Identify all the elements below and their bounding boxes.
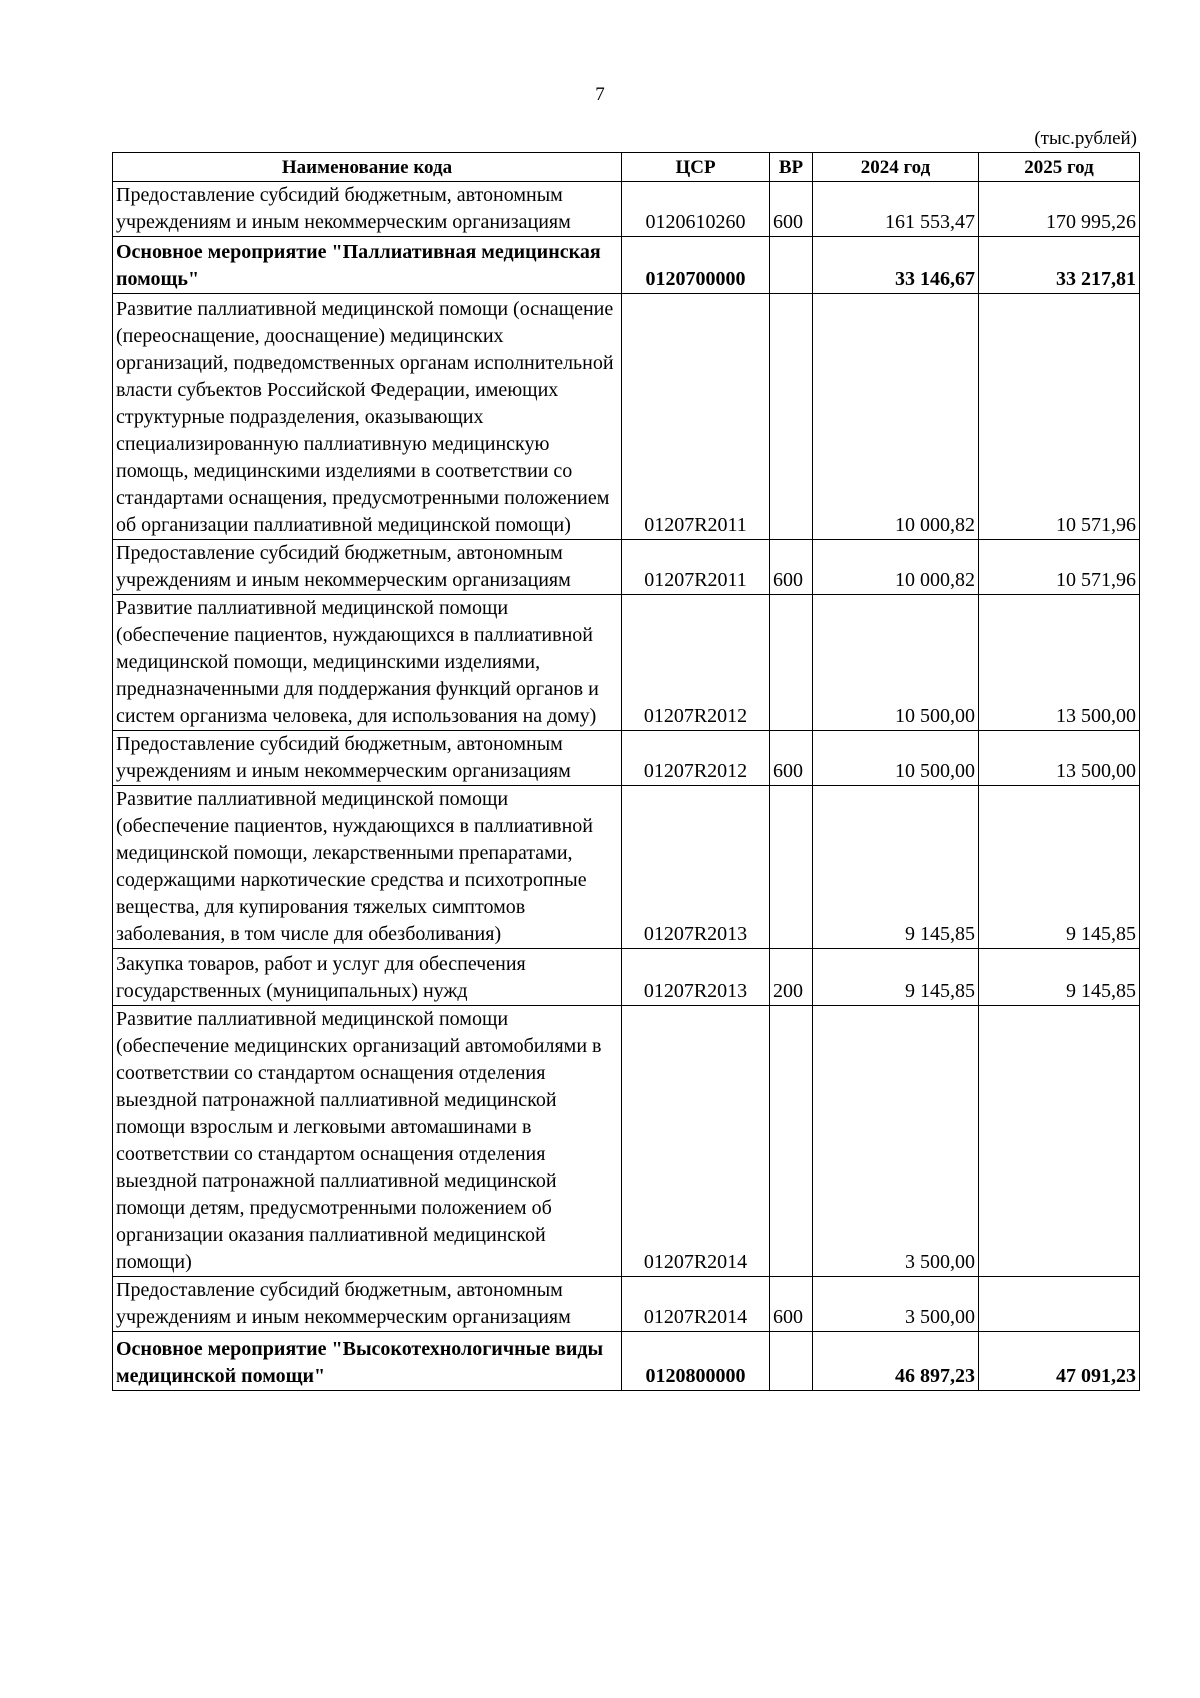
cell-vr: 600 <box>770 1277 813 1332</box>
cell-vr: 600 <box>770 540 813 595</box>
cell-name: Развитие паллиативной медицинской помощи (обеспечение пациентов, нуждающихся в паллиативной медицинской помощи, лекарственными препаратами, содержащими наркотические средства и психотропные вещества, для купирования тяжелых симптомов заболевания, в том числе для обезболивания) <box>113 786 622 949</box>
cell-csr: 01207R2014 <box>622 1006 770 1277</box>
cell-2024: 10 500,00 <box>813 595 979 731</box>
cell-csr: 01207R2011 <box>622 294 770 540</box>
cell-csr: 01207R2012 <box>622 731 770 786</box>
cell-csr: 01207R2014 <box>622 1277 770 1332</box>
header-name: Наименование кода <box>113 153 622 182</box>
cell-vr: 200 <box>770 949 813 1006</box>
cell-2025: 33 217,81 <box>979 237 1140 294</box>
header-2025: 2025 год <box>979 153 1140 182</box>
cell-csr: 0120610260 <box>622 182 770 237</box>
cell-2025: 10 571,96 <box>979 540 1140 595</box>
cell-vr <box>770 595 813 731</box>
cell-vr: 600 <box>770 731 813 786</box>
cell-vr: 600 <box>770 182 813 237</box>
units-label: (тыс.рублей) <box>1034 128 1137 149</box>
cell-2025: 13 500,00 <box>979 731 1140 786</box>
table-row <box>113 182 1140 237</box>
cell-vr <box>770 786 813 949</box>
cell-name: Развитие паллиативной медицинской помощи (обеспечение пациентов, нуждающихся в паллиативной медицинской помощи, медицинскими изделиями, предназначенными для поддержания функций органов и систем организма человека, для использования на дому) <box>113 595 622 731</box>
cell-2025: 47 091,23 <box>979 1332 1140 1391</box>
table-row <box>113 1277 1140 1332</box>
cell-name: Предоставление субсидий бюджетным, автономным учреждениям и иным некоммерческим организациям <box>113 540 622 595</box>
header-vr: ВР <box>770 153 813 182</box>
cell-name: Закупка товаров, работ и услуг для обеспечения государственных (муниципальных) нужд <box>113 949 622 1006</box>
table-row <box>113 731 1140 786</box>
cell-vr <box>770 1006 813 1277</box>
cell-2024: 10 500,00 <box>813 731 979 786</box>
cell-name: Развитие паллиативной медицинской помощи (оснащение (переоснащение, дооснащение) медицинских организаций, подведомственных органам исполнительной власти субъектов Российской Федерации, имеющих структурные подразделения, оказывающих специализированную паллиативную медицинскую помощь, медицинскими изделиями в соответствии со стандартами оснащения, предусмотренными положением об организации паллиативной медицинской помощи) <box>113 294 622 540</box>
table-row <box>113 540 1140 595</box>
cell-2025: 170 995,26 <box>979 182 1140 237</box>
cell-2024: 9 145,85 <box>813 786 979 949</box>
table-row <box>113 237 1140 294</box>
table-row <box>113 294 1140 540</box>
cell-csr: 0120700000 <box>622 237 770 294</box>
header-csr: ЦСР <box>622 153 770 182</box>
page-number: 7 <box>595 84 605 105</box>
cell-2025 <box>979 1006 1140 1277</box>
cell-csr: 01207R2012 <box>622 595 770 731</box>
cell-vr <box>770 294 813 540</box>
cell-csr: 01207R2013 <box>622 786 770 949</box>
cell-2025: 9 145,85 <box>979 949 1140 1006</box>
table-row <box>113 949 1140 1006</box>
cell-csr: 0120800000 <box>622 1332 770 1391</box>
table-header-row <box>113 153 1140 182</box>
header-2024: 2024 год <box>813 153 979 182</box>
cell-vr <box>770 1332 813 1391</box>
table-row <box>113 1332 1140 1391</box>
cell-name: Предоставление субсидий бюджетным, автономным учреждениям и иным некоммерческим организациям <box>113 1277 622 1332</box>
cell-name: Предоставление субсидий бюджетным, автономным учреждениям и иным некоммерческим организациям <box>113 182 622 237</box>
table-row <box>113 1006 1140 1277</box>
cell-2025: 13 500,00 <box>979 595 1140 731</box>
cell-name: Основное мероприятие "Паллиативная медицинская помощь" <box>113 237 622 294</box>
cell-2025: 10 571,96 <box>979 294 1140 540</box>
cell-2024: 9 145,85 <box>813 949 979 1006</box>
cell-2024: 33 146,67 <box>813 237 979 294</box>
budget-table <box>112 152 1140 1391</box>
cell-2025 <box>979 1277 1140 1332</box>
table-row <box>113 786 1140 949</box>
cell-vr <box>770 237 813 294</box>
cell-csr: 01207R2011 <box>622 540 770 595</box>
cell-2024: 10 000,82 <box>813 540 979 595</box>
cell-2024: 3 500,00 <box>813 1006 979 1277</box>
table-row <box>113 595 1140 731</box>
cell-2025: 9 145,85 <box>979 786 1140 949</box>
cell-2024: 10 000,82 <box>813 294 979 540</box>
cell-name: Основное мероприятие "Высокотехнологичные виды медицинской помощи" <box>113 1332 622 1391</box>
cell-name: Предоставление субсидий бюджетным, автономным учреждениям и иным некоммерческим организациям <box>113 731 622 786</box>
cell-2024: 161 553,47 <box>813 182 979 237</box>
cell-name: Развитие паллиативной медицинской помощи (обеспечение медицинских организаций автомобилями в соответствии со стандартом оснащения отделения выездной патронажной паллиативной медицинской помощи взрослым и легковыми автомашинами в соответствии со стандартом оснащения отделения выездной патронажной паллиативной медицинской помощи детям, предусмотренными положением об организации оказания паллиативной медицинской помощи) <box>113 1006 622 1277</box>
cell-2024: 46 897,23 <box>813 1332 979 1391</box>
cell-csr: 01207R2013 <box>622 949 770 1006</box>
cell-2024: 3 500,00 <box>813 1277 979 1332</box>
